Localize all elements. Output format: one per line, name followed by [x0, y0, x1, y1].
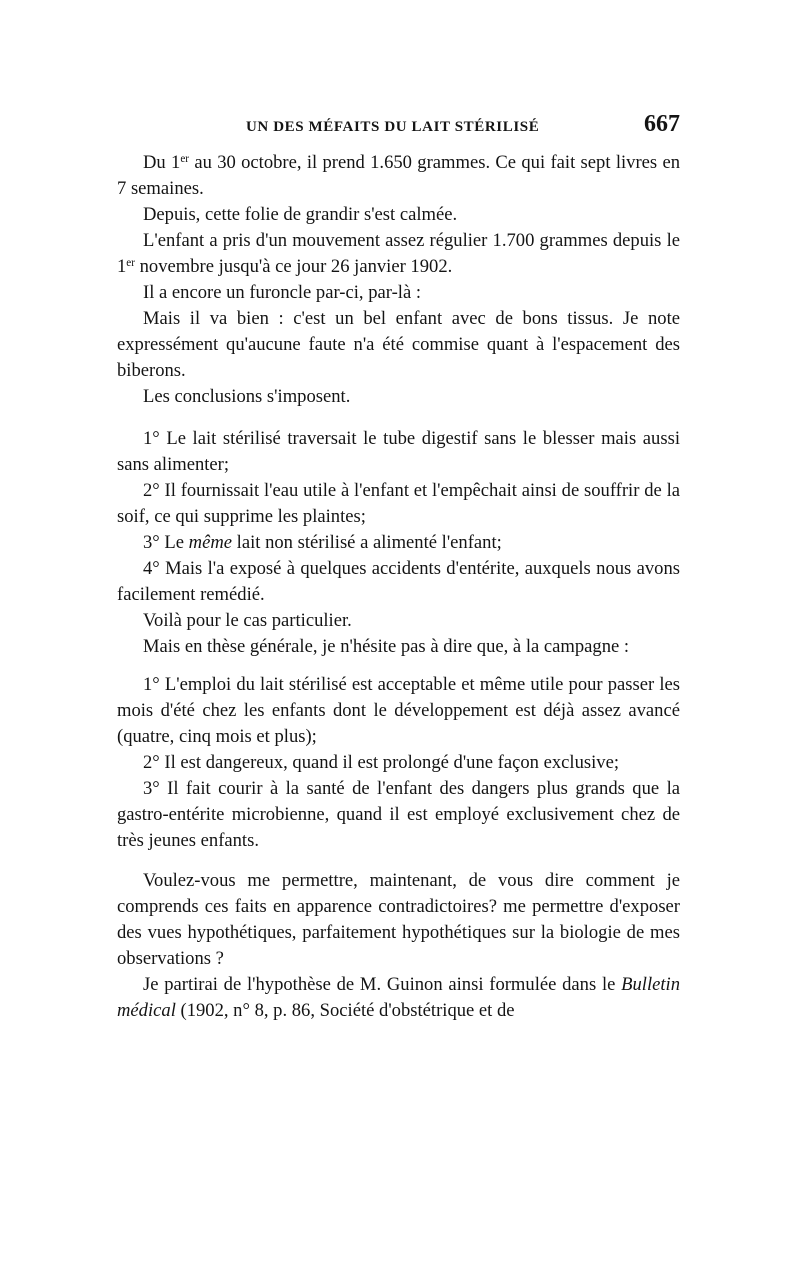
paragraph-5: Mais il va bien : c'est un bel enfant avec de bons tissus. Je note expressément qu'aucune faute n'a été commise quant à l'espacement des biberons. [117, 308, 680, 381]
page-body [117, 150, 680, 1024]
paragraph-particular-case: Voilà pour le cas particulier. [143, 610, 352, 631]
conclusion-item-1: 1° Le lait stérilisé traversait le tube digestif sans le blesser mais aussi sans alimenter; [117, 428, 680, 475]
paragraph-6: Les conclusions s'imposent. [143, 386, 351, 407]
page-number: 667 [644, 111, 680, 137]
paragraph-guinon: Je partirai de l'hypothèse de M. Guinon ainsi formulée dans le Bulletin médical (1902, n° 8, p. 86, Société d'obstétrique et de [117, 974, 680, 1021]
conclusion-item-3: 3° Le même lait non stérilisé a alimenté l'enfant; [143, 532, 502, 553]
running-header [117, 111, 680, 147]
paragraph-2: Depuis, cette folie de grandir s'est calmée. [143, 204, 458, 225]
thesis-item-1: 1° L'emploi du lait stérilisé est acceptable et même utile pour passer les mois d'été chez les enfants dont le développement est déjà assez avancé (quatre, cinq mois et plus); [117, 674, 680, 747]
paragraph-hypothesis-intro: Voulez-vous me permettre, maintenant, de vous dire comment je comprends ces faits en apparence contradictoires? me permettre d'exposer des vues hypothétiques, parfaitement hypothétiques sur la biologie de mes observations ? [117, 870, 680, 969]
thesis-item-2: 2° Il est dangereux, quand il est prolongé d'une façon exclusive; [143, 752, 620, 773]
paragraph-3: L'enfant a pris d'un mouvement assez régulier 1.700 grammes depuis le 1er novembre jusqu'à ce jour 26 janvier 1902. [117, 230, 680, 277]
paragraph-general-thesis: Mais en thèse générale, je n'hésite pas à dire que, à la campagne : [143, 636, 630, 657]
thesis-item-3: 3° Il fait courir à la santé de l'enfant des dangers plus grands que la gastro-entérite microbienne, quand il est employé exclusivement chez de très jeunes enfants. [117, 778, 680, 851]
conclusion-item-4: 4° Mais l'a exposé à quelques accidents d'entérite, auxquels nous avons facilement remédié. [117, 558, 680, 605]
conclusion-item-2: 2° Il fournissait l'eau utile à l'enfant et l'empêchait ainsi de souffrir de la soif, ce qui supprime les plaintes; [117, 480, 680, 527]
paragraph-1: Du 1er au 30 octobre, il prend 1.650 grammes. Ce qui fait sept livres en 7 semaines. [117, 152, 680, 199]
paragraph-4: Il a encore un furoncle par-ci, par-là : [143, 282, 422, 303]
running-title: UN DES MÉFAITS DU LAIT STÉRILISÉ [246, 119, 540, 135]
